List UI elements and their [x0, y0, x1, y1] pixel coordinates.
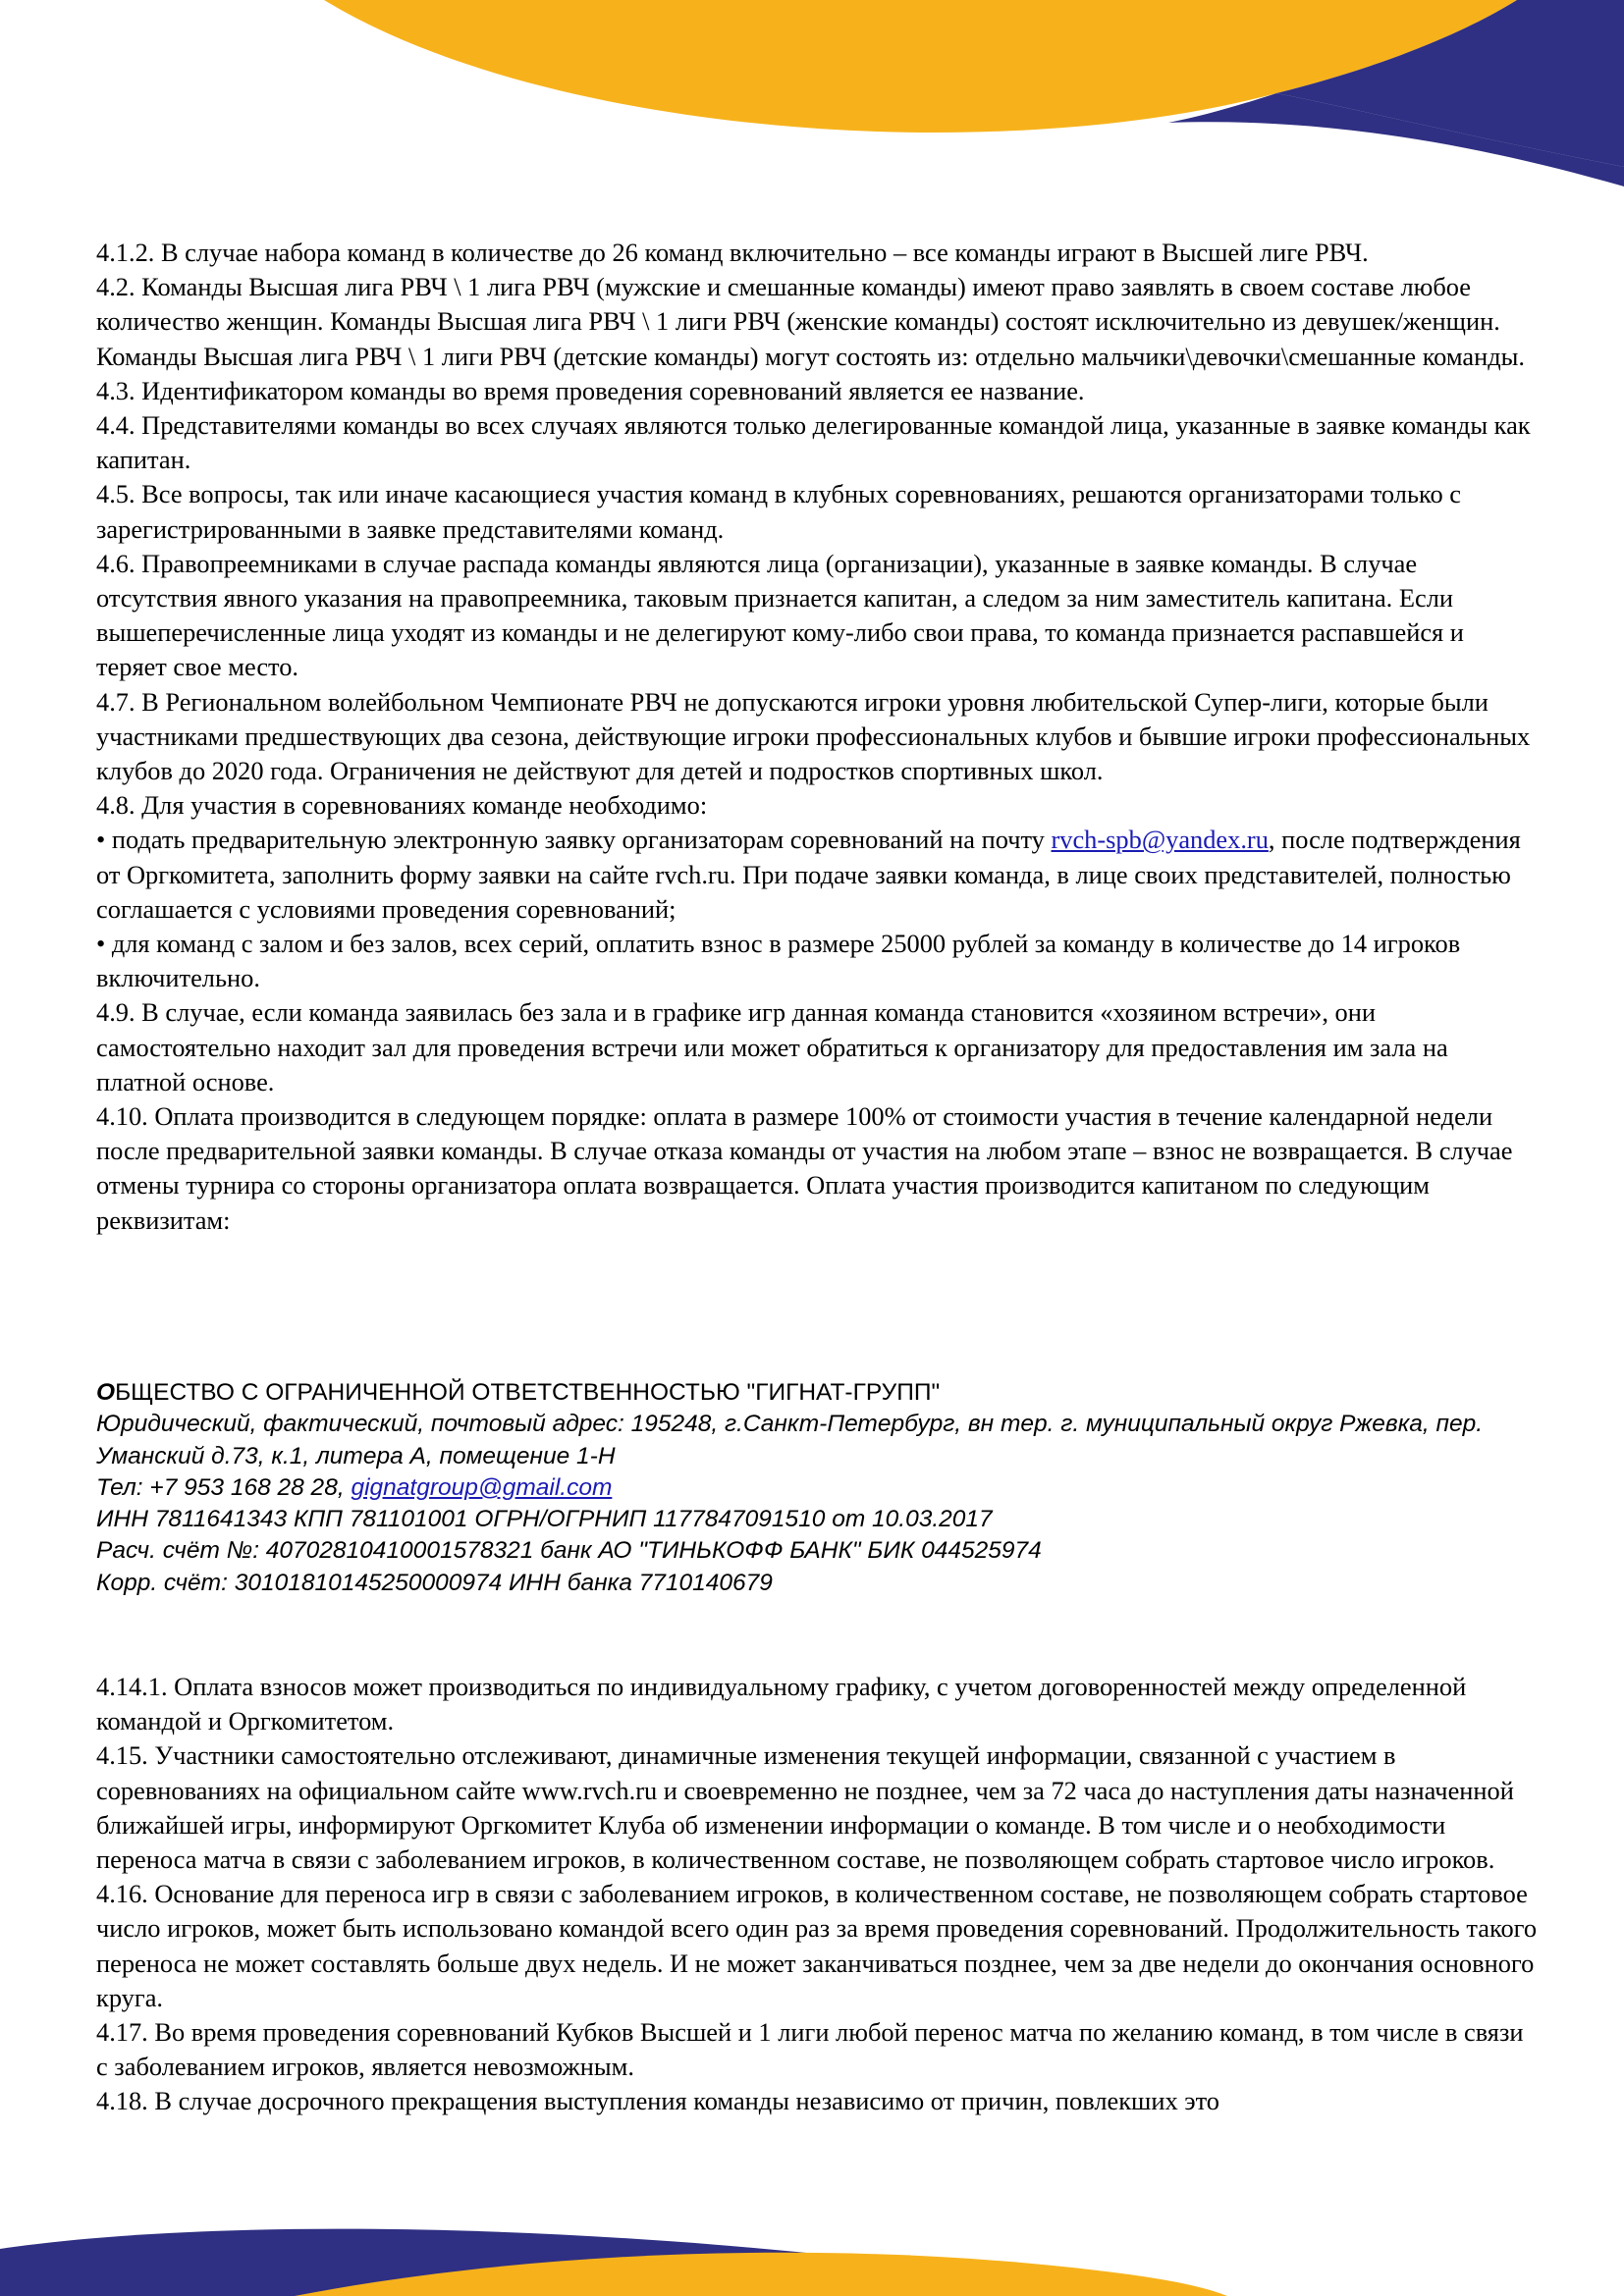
- paragraph-4-8: 4.8. Для участия в соревнованиях команде необходимо:: [96, 790, 708, 821]
- footer-navy-wave: [0, 2229, 1119, 2296]
- bullet-submit-text: • подать предварительную электронную заявку организаторам соревнований на почту: [96, 825, 1052, 855]
- organization-name-initial: О: [96, 1379, 116, 1406]
- organization-contacts: [96, 1472, 1549, 1504]
- organization-name-rest: БЩЕСТВО С ОГРАНИЧЕННОЙ ОТВЕТСТВЕННОСТЬЮ "ГИГНАТ-ГРУПП": [115, 1379, 941, 1406]
- email-link-rvch[interactable]: rvch-spb@yandex.ru: [1051, 825, 1269, 855]
- header-navy-wave: [1276, 0, 1624, 167]
- footer-wave-decoration: [0, 2188, 1624, 2296]
- header-navy-lower-wave: [1168, 93, 1624, 187]
- paragraph-4-14-1: 4.14.1. Оплата взносов может производиться по индивидуальному графику, с учетом договоренностей между определенной командой и Оргкомитетом.: [96, 1672, 1467, 1736]
- paragraph-4-5: 4.5. Все вопросы, так или иначе касающиеся участия команд в клубных соревнованиях, решаются организаторами только с зарегистрированными в заявке представителями команд.: [96, 479, 1461, 544]
- paragraph-4-6: 4.6. Правопреемниками в случае распада команды являются лица (организации), указанные в заявке команды. В случае отсутствия явного указания на правопреемника, таковым признается капитан, а следом за ним заместитель капитана. Если вышеперечисленные лица уходят из команды и не делегируют кому-либо свои права, то команда признается распавшейся и теряет свое место.: [96, 548, 1464, 682]
- email-link-gignat[interactable]: gignatgroup@gmail.com: [351, 1473, 613, 1501]
- document-body-top: [96, 236, 1538, 1238]
- organization-phone: Тел: +7 953 168 28 28,: [96, 1473, 352, 1501]
- paragraph-4-3: 4.3. Идентификатором команды во время проведения соревнований является ее название.: [96, 375, 1085, 405]
- paragraph-4-9: 4.9. В случае, если команда заявилась без зала и в графике игр данная команда становится «хозяином встречи», они самостоятельно находит зал для проведения встречи или может обратиться к организатору для предоставления им зала на платной основе.: [96, 997, 1448, 1096]
- paragraph-4-7: 4.7. В Региональном волейбольном Чемпионате РВЧ не допускаются игроки уровня любительской Супер-лиги, которые были участниками предшествующих два сезона, действующие игроки профессиональных клубов и бывшие игроки профессиональных клубов до 2020 года. Ограничения не действуют для детей и подростков спортивных школ.: [96, 686, 1531, 786]
- paragraph-4-15: 4.15. Участники самостоятельно отслеживают, динамичные изменения текущей информации, связанной с участием в соревнованиях на официальном сайте www.rvch.ru и своевременно не позднее, чем за 72 часа до наступления даты назначенной ближайшей игры, информируют Оргкомитет Клуба об изменении информации о команде. В том числе и о необходимости переноса матча в связи с заболеванием игроков, в количественном составе, не позволяющем собрать стартовое число игроков.: [96, 1740, 1514, 1875]
- organization-name: [96, 1377, 1549, 1409]
- bullet-submit-application: [96, 823, 1538, 927]
- organization-account: Расч. счёт №: 40702810410001578321 банк АО "ТИНЬКОФФ БАНК" БИК 044525974: [96, 1537, 1042, 1565]
- paragraph-4-16: 4.16. Основание для переноса игр в связи с заболеванием игроков, в количественном составе, не позволяющем собрать стартовое число игроков, может быть использовано командой всего один раз за время проведения соревнований. Продолжительность такого переноса не может составлять больше двух недель. И не может заканчиваться позднее, чем за две недели до окончания основного круга.: [96, 1879, 1538, 2012]
- paragraph-4-4: 4.4. Представителями команды во всех случаях являются только делегированные командой лица, указанные в заявке команды как капитан.: [96, 410, 1531, 475]
- paragraph-4-17: 4.17. Во время проведения соревнований Кубков Высшей и 1 лиги любой перенос матча по желанию команд, в том числе в связи с заболеванием игроков, является невозможным.: [96, 2017, 1524, 2082]
- footer-yellow-wave: [295, 2253, 1227, 2296]
- organization-ids: ИНН 7811641343 КПП 781101001 ОГРН/ОГРНИП 1177847091510 от 10.03.2017: [96, 1506, 993, 1533]
- organization-address: Юридический, фактический, почтовый адрес: 195248, г.Санкт-Петербург, вн тер. г. муниципальный округ Ржевка, пер. Уманский д.73, к.1, литера А, помещение 1-Н: [96, 1411, 1484, 1469]
- paragraph-4-10: 4.10. Оплата производится в следующем порядке: оплата в размере 100% от стоимости участия в течение календарной недели после предварительной заявки команды. В случае отказа команды от участия на любом этапе – взнос не возвращается. В случае отмены турнира со стороны организатора оплата возвращается. Оплата участия производится капитаном по следующим реквизитам:: [96, 1101, 1513, 1235]
- organization-corr-account: Корр. счёт: 30101810145250000974 ИНН банка 7710140679: [96, 1569, 773, 1596]
- header-yellow-wave: [324, 0, 1517, 133]
- paragraph-4-1-2: 4.1.2. В случае набора команд в количестве до 26 команд включительно – все команды играют в Высшей лиге РВЧ.: [96, 238, 1369, 267]
- paragraph-4-18: 4.18. В случае досрочного прекращения выступления команды независимо от причин, повлекших это: [96, 2086, 1219, 2116]
- paragraph-4-2: 4.2. Команды Высшая лига РВЧ \ 1 лига РВЧ (мужские и смешанные команды) имеют право заявлять в своем составе любое количество женщин. Команды Высшая лига РВЧ \ 1 лиги РВЧ (женские команды) состоят исключительно из девушек/женщин. Команды Высшая лига РВЧ \ 1 лиги РВЧ (детские команды) могут состоять из: отдельно мальчики\девочки\смешанные команды.: [96, 272, 1525, 371]
- document-body-bottom: [96, 1670, 1538, 2119]
- bullet-submit-text-tail: , после подтверждения от Оргкомитета, заполнить форму заявки на сайте rvch.ru. При подаче заявки команда, в лице своих представителей, полностью соглашается с условиями проведения соревнований;: [96, 825, 1521, 924]
- header-wave-decoration: [0, 0, 1624, 196]
- payment-requisites: [96, 1377, 1549, 1599]
- bullet-pay-fee: • для команд с залом и без залов, всех серий, оплатить взнос в размере 25000 рублей за команду в количестве до 14 игроков включительно.: [96, 929, 1461, 993]
